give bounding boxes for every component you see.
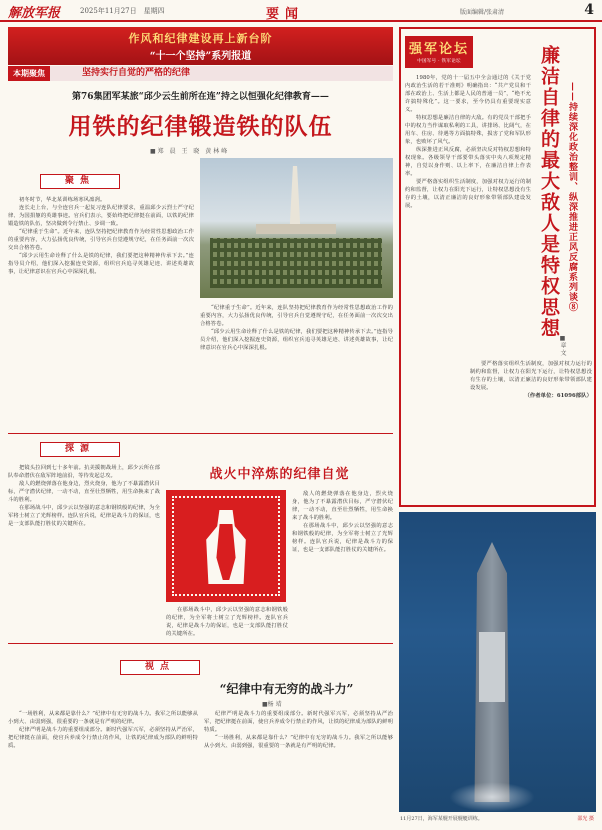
series-banner (8, 27, 393, 65)
paragraph: 要严格落实组织生活制度，加强对权力运行的制约和监督，让权力在阳光下运行，让特权思想没有生存的土壤，以清正廉洁的良好形象带领部队建设发展。 (470, 361, 592, 391)
paragraph: 把镜头拉回到七十多年前。抗美援朝战场上，邱少云所在部队奉命潜伏在敌军阵地前沿，等待发起总攻。 (8, 465, 160, 479)
explore-article-text-right (292, 490, 393, 638)
series-banner-title: 作风和纪律建设再上新台阶 (128, 32, 273, 45)
paragraph: 纪律严明是战斗力的重要组成部分。新时代强军兴军，必须坚持从严治军，把纪律挺在前面，使官兵养成令行禁止的作风，让铁的纪律成为部队的鲜明特质。 (204, 711, 393, 733)
issue-date: 2025年11月27日 星期四 (80, 7, 165, 15)
view-article-text (8, 710, 198, 822)
commentary-footnote: （作者单位：61096部队） (524, 393, 592, 399)
paragraph: “邱少云用生命诠释了什么是铁的纪律，我们要把这种精神传承下去。”连指导员介绍，他们深入挖掘连史资源，组织官兵追寻英雄足迹、讲述英雄故事，让纪律意识在官兵心中深深扎根。 (8, 253, 194, 275)
paragraph: 连长走上台，与全连官兵一起复习连队纪律要求，重温邱少云烈士严守纪律、为国捐躯的英雄事迹。官兵们表示，要始终把纪律挺在前面，以铁的纪律锻造铁的队伍，坚决做到令行禁止、步调一致。 (8, 205, 194, 227)
article-headline: 用铁的纪律锻造铁的队伍 (68, 114, 333, 140)
section-label-explore: 探源 (40, 442, 120, 457)
explore-article-text-bottom (166, 606, 288, 638)
paragraph: “一场胜利，从来都是靠什么？”纪律中有无穷的战斗力。我军之所以能够从小到大、由弱到强，很重要的一条就是有严明的纪律。 (204, 735, 393, 749)
article-byline: ■郑 晨 王 晓 黄林峰 (150, 148, 230, 155)
paragraph: 1980年，党的十一届五中全会通过的《关于党内政治生活的若干准则》明确指出：“共产党员和干部在政治上、生活上都是人民的普通一员”，“绝不允许搞特殊化”。这一要求，至今仍具有重要现实意义。 (405, 75, 531, 113)
paragraph: 敌人的燃烧弹落在他身边，烈火烧身，他为了不暴露潜伏目标，严守潜伏纪律，一动不动，直至壮烈牺牲，用生命换来了战斗的胜利。 (292, 491, 393, 521)
column-logo (405, 36, 473, 68)
focus-bar (8, 66, 393, 81)
warship-photo (399, 512, 596, 812)
monument-shape (282, 166, 308, 226)
focus-article-text (8, 196, 194, 428)
papercut-illustration (166, 490, 286, 602)
commentary-text-lower (470, 360, 592, 502)
paragraph: 初冬时节，华北某训练场寒风凛冽。 (19, 197, 106, 203)
series-banner-subtitle: “十一个坚持”系列报道 (149, 51, 252, 62)
paragraph: “一场胜利，从来都是靠什么？”纪律中有无穷的战斗力。我军之所以能够从小到大、由弱到强，很重要的一条就是有严明的纪律。 (8, 711, 198, 725)
paragraph: “纪律重于生命”。近年来，连队坚持把纪律教育作为经常性思想政治工作的重要内容，大力弘扬优良传统，引导官兵自觉遵规守纪，在任务面前一次次交出合格答卷。 (200, 305, 393, 327)
column-name: 强军论坛 (408, 42, 469, 57)
photo-credit: 邵光 摄 (577, 816, 594, 822)
commentary-author: ■章 文 (559, 335, 566, 356)
paragraph: “纪律重于生命”。近年来，连队坚持把纪律教育作为经常性思想政治工作的重要内容，大力弘扬优良传统，引导官兵自觉遵规守纪，在任务面前一次次交出合格答卷。 (8, 229, 194, 251)
article-kicker: 第76集团军某旅“邱少云生前所在连”持之以恒强化纪律教育—— (72, 92, 329, 102)
explore-article-text (8, 464, 160, 638)
paragraph: 纵深推进正风反腐，必须坚决反对特权思想和特权现象。各级领导干部要带头落实中央八项规定精神，自觉以身作则、以上率下，在廉洁自律上作表率。 (405, 147, 531, 177)
paragraph: “邱少云用生命诠释了什么是铁的纪律，我们要把这种精神传承下去。”连指导员介绍，他们深入挖掘连史资源，组织官兵追寻英雄足迹、讲述英雄故事，让纪律意识在官兵心中深深扎根。 (200, 329, 393, 351)
troops-formation (210, 238, 382, 288)
view-headline: “纪律中有无穷的战斗力” (219, 682, 354, 696)
paragraph: 敌人的燃烧弹落在他身边，烈火烧身，他为了不暴露潜伏目标，严守潜伏纪律，一动不动，直至壮烈牺牲，用生命换来了战斗的胜利。 (8, 481, 160, 503)
section-label-view: 视点 (120, 660, 200, 675)
commentary-subtitle: ——持续深化政治整训、纵深推进正风反腐系列谈⑧ (567, 82, 577, 312)
masthead (0, 0, 602, 22)
ship-wake (449, 782, 535, 812)
paragraph: 要严格落实组织生活制度，加强对权力运行的制约和监督，让权力在阳光下运行，让特权思想没有生存的土壤，以清正廉洁的良好形象带领部队建设发展。 (405, 179, 531, 209)
view-byline: ■杨 靖 (262, 701, 282, 708)
paragraph: 特权思想是廉洁自律的大敌。有的党员干部把手中的权力当作谋取私利的工具，讲排场、比阔气，在用车、住房、待遇等方面搞特殊，损害了党和军队形象，也败坏了风气。 (405, 115, 531, 145)
section-label-focus: 聚焦 (40, 174, 120, 189)
explore-headline: 战火中淬炼的纪律自觉 (209, 467, 350, 482)
section-name: 要闻 (266, 7, 305, 22)
newspaper-logo: 解放军报 (8, 6, 61, 21)
paragraph: 纪律严明是战斗力的重要组成部分。新时代强军兴军，必须坚持从严治军，把纪律挺在前面，使官兵养成令行禁止的作风，让铁的纪律成为部队的鲜明特质。 (8, 727, 198, 749)
commentary-title: 廉洁自律的最大敌人是特权思想 (538, 45, 560, 339)
page-number: 4 (584, 2, 594, 18)
paragraph: 在那场战斗中，邱少云以坚强的意志和钢铁般的纪律，为全军将士树立了光辉榜样。连队官兵说，纪律是战斗力的保证，也是一支部队能打胜仗的关键所在。 (292, 523, 393, 553)
warship-superstructure (479, 632, 505, 702)
paragraph: 在那场战斗中，邱少云以坚强的意志和钢铁般的纪律，为全军将士树立了光辉榜样。连队官兵说，纪律是战斗力的保证，也是一支部队能打胜仗的关键所在。 (166, 607, 288, 637)
section-divider (8, 643, 393, 644)
monument-photo (200, 158, 393, 298)
photo-caption: 11月27日，海军某舰开展舰艇训练。 (400, 816, 483, 822)
monument-base (256, 224, 336, 234)
focus-tag: 本期聚焦 (8, 66, 50, 81)
paragraph: 在那场战斗中，邱少云以坚强的意志和钢铁般的纪律，为全军将士树立了光辉榜样。连队官兵说，纪律是战斗力的保证，也是一支部队能打胜仗的关键所在。 (8, 505, 160, 527)
page-editors: 版面编辑/张肃清 (460, 9, 505, 16)
section-divider (8, 433, 393, 434)
focus-article-text-continued (200, 304, 393, 428)
column-tagline: 中国军号 · 铁军论坛 (417, 59, 461, 64)
view-article-text-right (204, 710, 393, 822)
focus-theme: 坚持实行自觉的严格的纪律 (82, 68, 191, 78)
